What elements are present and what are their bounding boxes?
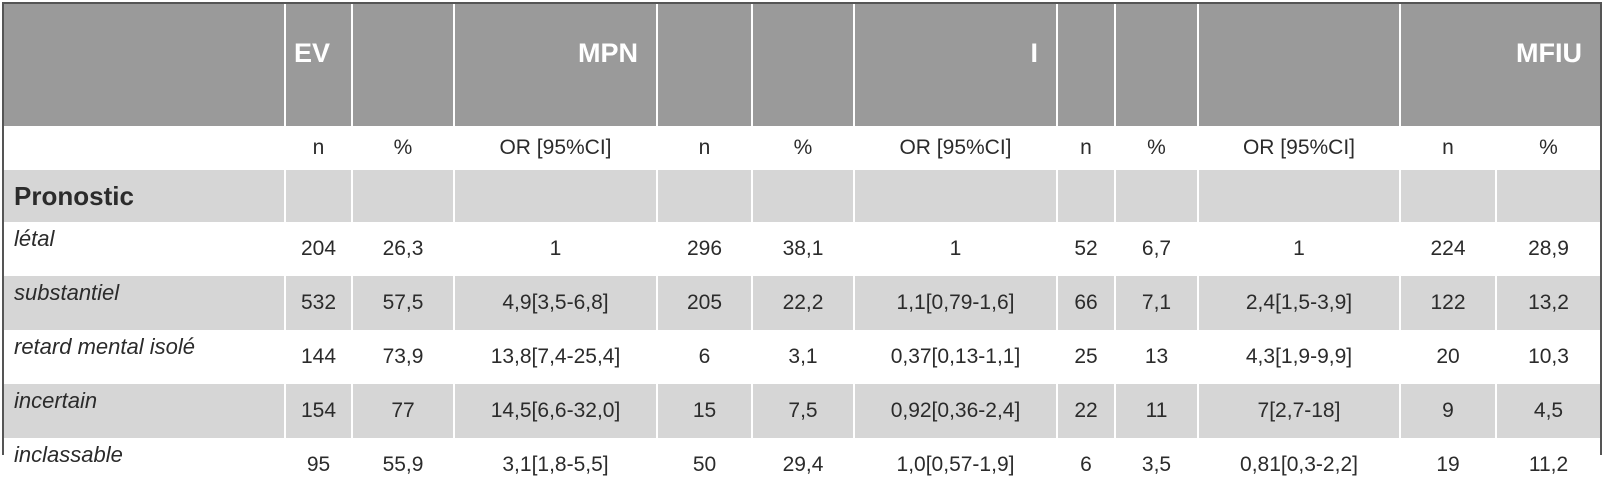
table-cell: 14,5[6,6-32,0] [454,384,657,438]
row-label: inclassable [4,438,285,492]
group-header-cell [752,4,854,126]
table-cell: 4,5 [1496,384,1600,438]
group-header-empty-cell [4,4,285,126]
table-cell: 224 [1400,222,1496,276]
section-cell [657,170,752,222]
table-cell: 95 [285,438,352,492]
table-cell: 154 [285,384,352,438]
table-cell: 3,1[1,8-5,5] [454,438,657,492]
table-cell: 0,92[0,36-2,4] [854,384,1057,438]
table-cell: 25 [1057,330,1115,384]
group-header-cell [1198,4,1400,126]
row-label: létal [4,222,285,276]
table-cell: 11,2 [1496,438,1600,492]
table-cell: 1 [454,222,657,276]
table-cell: 66 [1057,276,1115,330]
row-label: substantiel [4,276,285,330]
column-header-cell: OR [95%CI] [1198,126,1400,170]
table-cell: 6 [1057,438,1115,492]
row-label: incertain [4,384,285,438]
section-cell [1057,170,1115,222]
column-header-cell: OR [95%CI] [854,126,1057,170]
table-cell: 1 [1198,222,1400,276]
column-header-cell: n [657,126,752,170]
results-table [4,4,1600,492]
table-cell: 7,1 [1115,276,1198,330]
table-cell: 28,9 [1496,222,1600,276]
table-cell: 10,3 [1496,330,1600,384]
table-cell: 0,37[0,13-1,1] [854,330,1057,384]
table-cell: 122 [1400,276,1496,330]
table-cell: 13 [1115,330,1198,384]
table-cell: 532 [285,276,352,330]
table-cell: 9 [1400,384,1496,438]
table-cell: 1,1[0,79-1,6] [854,276,1057,330]
table-cell: 4,3[1,9-9,9] [1198,330,1400,384]
section-cell [454,170,657,222]
group-header-ev: EV [285,4,352,126]
column-header-cell: n [285,126,352,170]
table-cell: 3,5 [1115,438,1198,492]
table-cell: 6 [657,330,752,384]
column-header-cell: % [1115,126,1198,170]
table-cell: 1,0[0,57-1,9] [854,438,1057,492]
table-cell: 6,7 [1115,222,1198,276]
column-header-row [4,126,1600,170]
table-row-letal [4,222,1600,276]
table-cell: 2,4[1,5-3,9] [1198,276,1400,330]
section-cell [352,170,454,222]
table-cell: 205 [657,276,752,330]
table-cell: 52 [1057,222,1115,276]
table-cell: 55,9 [352,438,454,492]
table-cell: 13,2 [1496,276,1600,330]
section-row-pronostic [4,170,1600,222]
table-cell: 22,2 [752,276,854,330]
table-cell: 73,9 [352,330,454,384]
table-cell: 1 [854,222,1057,276]
results-table-frame [2,2,1602,476]
table-cell: 296 [657,222,752,276]
table-cell: 26,3 [352,222,454,276]
table-row-incertain [4,384,1600,438]
table-row-inclassable [4,438,1600,492]
table-row-retard-mental-isole [4,330,1600,384]
column-header-cell: % [752,126,854,170]
table-cell: 144 [285,330,352,384]
group-header-cell [657,4,752,126]
table-cell: 19 [1400,438,1496,492]
table-cell: 11 [1115,384,1198,438]
table-cell: 204 [285,222,352,276]
column-header-cell: % [1496,126,1600,170]
table-cell: 0,81[0,3-2,2] [1198,438,1400,492]
group-header-cell [352,4,454,126]
table-cell: 3,1 [752,330,854,384]
section-cell [285,170,352,222]
table-cell: 77 [352,384,454,438]
column-header-cell: n [1057,126,1115,170]
table-cell: 15 [657,384,752,438]
table-cell: 57,5 [352,276,454,330]
section-title: Pronostic [4,170,285,222]
section-cell [854,170,1057,222]
section-cell [752,170,854,222]
table-row-substantiel [4,276,1600,330]
table-cell: 29,4 [752,438,854,492]
section-cell [1400,170,1496,222]
section-cell [1198,170,1400,222]
table-cell: 7[2,7-18] [1198,384,1400,438]
table-cell: 13,8[7,4-25,4] [454,330,657,384]
table-cell: 50 [657,438,752,492]
group-header-cell [1057,4,1115,126]
table-cell: 38,1 [752,222,854,276]
group-header-mpn: MPN [454,4,657,126]
group-header-cell [1115,4,1198,126]
table-cell: 7,5 [752,384,854,438]
column-header-cell: OR [95%CI] [454,126,657,170]
group-header-row [4,4,1600,126]
row-label: retard mental isolé [4,330,285,384]
group-header-i: I [854,4,1057,126]
section-cell [1496,170,1600,222]
table-cell: 20 [1400,330,1496,384]
section-cell [1115,170,1198,222]
table-cell: 22 [1057,384,1115,438]
column-header-empty-cell [4,126,285,170]
table-cell: 4,9[3,5-6,8] [454,276,657,330]
group-header-mfiu: MFIU [1400,4,1600,126]
column-header-cell: n [1400,126,1496,170]
column-header-cell: % [352,126,454,170]
